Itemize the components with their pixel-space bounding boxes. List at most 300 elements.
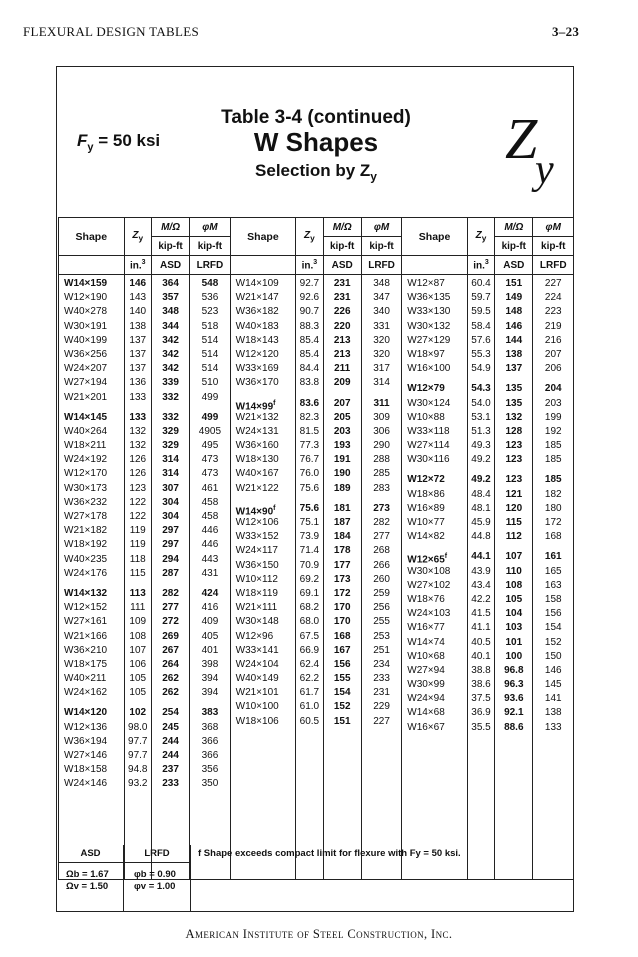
shape-cell: W21×166: [64, 630, 108, 642]
shape-cell: W24×94: [407, 693, 445, 705]
design-factors: [58, 845, 574, 911]
zy-cell: 92.7: [299, 278, 320, 289]
unit-header: kip-ft: [151, 237, 189, 256]
asd-cell: 329: [162, 425, 179, 437]
lrfd-cell: 273: [373, 502, 390, 514]
lrfd-cell: 331: [373, 320, 390, 332]
asd-cell: 146: [505, 320, 523, 332]
asd-cell: 151: [333, 715, 351, 727]
shape-cell: W24×104: [235, 658, 279, 670]
zy-cell: 73.9: [299, 531, 320, 543]
zy-cell: 60.4: [471, 278, 491, 289]
mpy-lrfd-header: φM: [361, 218, 401, 237]
asd-cell: 231: [333, 278, 351, 289]
asd-header: ASD: [495, 256, 533, 275]
zy-cell: 92.6: [299, 292, 320, 304]
asd-header: ASD: [58, 845, 124, 863]
lrfd-cell: 227: [373, 715, 390, 727]
shape-cell: W12×96: [235, 630, 274, 642]
shape-cell: W18×106: [235, 715, 279, 727]
shape-cell: W18×192: [64, 539, 108, 551]
shape-cell: W18×175: [64, 658, 108, 670]
asd-cell: 364: [162, 278, 179, 289]
lrfd-cell: 255: [373, 616, 390, 628]
lrfd-cell: 309: [373, 411, 390, 423]
zy-cell: 83.8: [299, 377, 320, 389]
shape-cell: $W12\times 65^f$: [407, 553, 448, 566]
zy-cell: 71.4: [299, 545, 320, 557]
zy-cell: 137: [129, 334, 147, 346]
asd-cell: 269: [162, 630, 179, 642]
lrfd-cell: 233: [373, 673, 390, 685]
asd-cell: 244: [162, 735, 179, 747]
shape-cell: W18×76: [407, 593, 445, 605]
asd-cell: 110: [505, 565, 522, 577]
table-title-line3: Selection by $Z_y$: [255, 161, 377, 184]
asd-cell: 245: [162, 721, 179, 733]
lrfd-header: LRFD: [533, 256, 574, 275]
shape-cell: W18×211: [64, 440, 107, 452]
unit-header: kip-ft: [190, 237, 230, 256]
shape-cell: W24×207: [64, 363, 108, 375]
shape-cell: W36×194: [64, 735, 108, 747]
lrfd-cell: 260: [373, 573, 390, 585]
lrfd-cell: 510: [201, 377, 219, 389]
zy-cell: 42.2: [471, 593, 491, 605]
asd-cell: 172: [333, 587, 351, 599]
zy-cell: 61.7: [299, 687, 320, 699]
lrfd-cell: 340: [373, 306, 390, 318]
zy-cell: 70.9: [299, 559, 320, 571]
zy-cell: 107: [129, 644, 147, 656]
zy-cell: 54.0: [471, 397, 491, 409]
zy-header: $Z_y$: [124, 218, 151, 256]
asd-cell: 342: [162, 334, 179, 346]
zy-cell: 85.4: [299, 334, 320, 346]
lrfd-cell: 251: [373, 644, 390, 656]
lrfd-cell: 133: [544, 721, 562, 733]
asd-cell: 357: [162, 292, 179, 304]
asd-cell: 148: [505, 306, 523, 318]
asd-cell: 220: [333, 320, 351, 332]
zy-cell: 105: [129, 673, 147, 685]
lrfd-cell: 514: [201, 334, 219, 346]
fy-label: $F_y = 50$ ksi: [77, 131, 161, 154]
shape-cell: W30×116: [407, 454, 450, 466]
mpy-asd-header: M/Ω: [323, 218, 361, 237]
lrfd-cell: 366: [201, 735, 219, 747]
asd-cell: 187: [333, 517, 351, 528]
zy-cell: 137: [129, 348, 147, 360]
asd-cell: 152: [333, 701, 351, 713]
shape-cell: W14×74: [407, 636, 445, 648]
lrfd-cell: 523: [201, 306, 219, 318]
asd-cell: 112: [505, 531, 522, 543]
zy-cell: 51.3: [471, 425, 491, 437]
shape-cell: W30×148: [235, 616, 279, 628]
shape-cell: W27×178: [64, 511, 108, 522]
asd-cell: 207: [333, 397, 351, 409]
zy-cell: 76.7: [299, 454, 320, 466]
zy-cell: 97.7: [128, 750, 148, 761]
lrfd-cell: 347: [373, 292, 390, 304]
lrfd-header: LRFD: [190, 256, 230, 275]
asd-cell: 92.1: [504, 707, 524, 719]
lrfd-cell: 394: [201, 687, 219, 699]
asd-cell: 282: [162, 587, 179, 599]
shape-cell: W36×210: [64, 644, 108, 656]
zy-cell: 122: [129, 511, 147, 522]
zy-cell: 57.6: [471, 334, 491, 346]
zy-cell: 68.0: [299, 616, 320, 628]
page-number: 3–23: [552, 24, 580, 39]
lrfd-cell: 266: [373, 559, 390, 571]
shape-cell: W40×264: [64, 425, 108, 437]
lrfd-cell: 290: [373, 440, 390, 452]
lrfd-cell: 314: [373, 377, 390, 389]
lrfd-cell: 320: [373, 334, 390, 346]
asd-cell: 144: [505, 334, 523, 346]
lrfd-cell: 253: [373, 630, 390, 642]
zy-cell: 66.9: [299, 644, 320, 656]
shape-cell: W14×68: [407, 707, 445, 719]
shape-header: Shape: [402, 218, 468, 256]
asd-cell: 329: [162, 440, 179, 452]
shape-cell: W12×120: [235, 348, 279, 360]
zy-cell: 81.5: [299, 425, 320, 437]
zy-cell: 102: [129, 707, 147, 719]
zy-cell: 41.1: [471, 622, 491, 634]
shape-cell: W18×97: [407, 348, 445, 360]
zy-header: $Z_y$: [467, 218, 494, 256]
lrfd-cell: 518: [201, 320, 219, 332]
zy-cell: 82.3: [299, 411, 320, 423]
lrfd-cell: 443: [201, 553, 219, 565]
zy-cell: 55.3: [471, 348, 491, 360]
zy-cell: 45.9: [471, 517, 491, 528]
lrfd-cell: 394: [201, 673, 219, 685]
asd-cell: 304: [162, 496, 179, 508]
zy-cell: 60.5: [299, 715, 320, 727]
asd-cell: 177: [333, 559, 351, 571]
zy-cell: 54.3: [471, 383, 491, 395]
shape-cell: W12×106: [235, 517, 279, 528]
shape-cell: W21×201: [64, 391, 108, 403]
lrfd-cell: 424: [201, 587, 219, 599]
asd-cell: 156: [333, 658, 351, 670]
asd-cell: 209: [333, 377, 351, 389]
zy-cell: 122: [129, 496, 147, 508]
shape-cell: W33×169: [235, 363, 279, 375]
zy-cell: 62.4: [299, 658, 320, 670]
shape-cell: W21×122: [235, 482, 279, 494]
lrfd-header: LRFD: [124, 845, 191, 863]
lrfd-cell: 416: [201, 602, 219, 614]
shape-cell: W10×88: [407, 411, 445, 423]
shape-cell: W36×135: [407, 292, 451, 304]
asd-cell: 88.6: [504, 721, 524, 733]
asd-cell: 213: [333, 334, 351, 346]
shape-cell: W40×183: [235, 320, 279, 332]
asd-cell: 233: [162, 778, 179, 790]
unit-header: kip-ft: [361, 237, 401, 256]
zy-cell: 49.2: [471, 474, 491, 486]
asd-cell: 123: [505, 454, 523, 466]
shape-cell: W36×170: [235, 377, 279, 389]
shape-header: Shape: [230, 218, 296, 256]
zy-cell: 97.7: [128, 735, 148, 747]
asd-cell: 264: [162, 658, 179, 670]
shape-cell: W12×152: [64, 602, 108, 614]
running-head-left: FLEXURAL DESIGN TABLES: [23, 24, 200, 39]
asd-factors: Ωb = 1.67 Ωv = 1.50: [66, 869, 109, 892]
asd-cell: 254: [162, 707, 179, 719]
lrfd-cell: 224: [544, 292, 562, 304]
zy-cell: 44.1: [471, 551, 491, 563]
shape-cell: W12×87: [407, 278, 445, 289]
lrfd-cell: 461: [201, 482, 219, 494]
shape-cell: W40×149: [235, 673, 279, 685]
lrfd-cell: 514: [201, 363, 219, 375]
lrfd-cell: 203: [544, 397, 562, 409]
shape-cell: W24×176: [64, 567, 108, 579]
asd-cell: 138: [505, 348, 523, 360]
shape-cell: W36×232: [64, 496, 108, 508]
asd-cell: 149: [505, 292, 523, 304]
asd-cell: 262: [162, 687, 179, 699]
zy-cell: 106: [129, 658, 147, 670]
shape-cell: W27×194: [64, 377, 108, 389]
zy-cell: 36.9: [471, 707, 491, 719]
zy-cell: 84.4: [299, 363, 320, 375]
asd-cell: 267: [162, 644, 179, 656]
zy-cell: 76.0: [299, 468, 320, 480]
shape-cell: W30×108: [407, 565, 451, 577]
table-frame: [56, 66, 574, 912]
zy-cell: 119: [129, 539, 146, 551]
asd-cell: 155: [333, 673, 351, 685]
asd-cell: 154: [333, 687, 351, 699]
lrfd-cell: 185: [544, 474, 562, 486]
shape-cell: W14×82: [407, 531, 445, 543]
zy-cell: 58.4: [471, 320, 491, 332]
zy-cell: 41.5: [471, 608, 491, 620]
footnote: f Shape exceeds compact limit for flexure with Fy = 50 ksi.: [198, 848, 461, 859]
zy-cell: 119: [129, 525, 146, 537]
zy-cell: 75.6: [299, 502, 320, 514]
shape-cell: W40×211: [64, 673, 107, 685]
shape-cell: W24×146: [64, 778, 108, 790]
shape-cell: W24×162: [64, 687, 108, 699]
zy-cell: 59.5: [471, 306, 491, 318]
zy-cell: 37.5: [471, 693, 491, 705]
zy-cell: 54.9: [471, 363, 491, 375]
lrfd-cell: 223: [544, 306, 562, 318]
lrfd-cell: 165: [544, 565, 562, 577]
asd-cell: 173: [333, 573, 351, 585]
shape-cell: $W14\times 90^f$: [235, 504, 276, 518]
mpy-lrfd-header: φM: [533, 218, 574, 237]
lrfd-cell: 409: [201, 616, 219, 628]
asd-cell: 297: [162, 539, 179, 551]
asd-cell: 123: [505, 474, 523, 486]
asd-cell: 191: [333, 454, 351, 466]
lrfd-cell: 277: [373, 531, 390, 543]
zy-cell: 105: [129, 687, 147, 699]
unit-header: kip-ft: [495, 237, 533, 256]
zy-cell: 75.1: [299, 517, 320, 528]
lrfd-cell: 256: [373, 602, 390, 614]
shape-cell: W36×256: [64, 348, 108, 360]
shape-cell: W18×86: [407, 488, 445, 500]
lrfd-cell: 282: [373, 517, 390, 528]
lrfd-cell: 356: [201, 764, 219, 776]
shape-cell: $W14\times 99^f$: [235, 399, 276, 412]
zy-cell: 35.5: [471, 721, 491, 733]
asd-cell: 128: [505, 425, 523, 437]
zy-cell: 98.0: [128, 721, 148, 733]
shape-cell: W36×182: [235, 306, 279, 318]
asd-cell: 339: [162, 377, 179, 389]
zy-cell: 49.3: [471, 440, 491, 452]
shape-cell: W36×150: [235, 559, 279, 571]
asd-cell: 101: [505, 636, 523, 648]
shape-cell: W40×167: [235, 468, 279, 480]
lrfd-cell: 207: [544, 348, 562, 360]
lrfd-cell: 172: [544, 517, 562, 528]
lrfd-header: LRFD: [361, 256, 401, 275]
zy-cell: 93.2: [128, 778, 148, 790]
lrfd-cell: 145: [544, 679, 562, 691]
asd-cell: 277: [162, 602, 179, 614]
in3-header: in.$^3$: [296, 256, 323, 275]
asd-cell: 120: [505, 502, 523, 514]
unit-header: kip-ft: [533, 237, 574, 256]
shape-cell: W27×161: [64, 616, 108, 628]
asd-cell: 348: [162, 306, 179, 318]
lrfd-cell: 146: [544, 664, 562, 676]
shape-cell: W16×89: [407, 502, 445, 514]
asd-cell: 96.8: [504, 664, 524, 676]
zy-cell: 53.1: [471, 411, 491, 423]
asd-cell: 297: [162, 525, 179, 537]
mpy-lrfd-header: φM: [190, 218, 230, 237]
lrfd-cell: 383: [201, 707, 219, 719]
zy-cell: 123: [129, 482, 147, 494]
asd-cell: 244: [162, 750, 179, 761]
asd-cell: 132: [505, 411, 523, 423]
shape-cell: W40×278: [64, 306, 108, 318]
lrfd-cell: 311: [373, 397, 390, 409]
zy-cell: 140: [129, 306, 147, 318]
shape-cell: W16×100: [407, 363, 451, 375]
zy-cell: 40.5: [471, 636, 491, 648]
lrfd-cell: 398: [201, 658, 219, 670]
shape-cell: W12×170: [64, 468, 108, 480]
zy-cell: 90.7: [299, 306, 320, 318]
asd-cell: 304: [162, 511, 179, 522]
lrfd-cell: 185: [544, 440, 562, 452]
zy-cell: 108: [129, 630, 147, 642]
shape-cell: W18×119: [235, 587, 278, 599]
asd-cell: 190: [333, 468, 351, 480]
in3-header: in.$^3$: [124, 256, 151, 275]
table-title-line1: Table 3-4 (continued): [221, 107, 411, 128]
zy-cell: 43.4: [471, 579, 491, 591]
shape-cell: W30×124: [407, 397, 451, 409]
zy-cell: 115: [129, 567, 146, 579]
lrfd-cell: 229: [373, 701, 390, 713]
blank-header: [230, 256, 296, 275]
shape-header: Shape: [59, 218, 125, 256]
asd-cell: 344: [162, 320, 179, 332]
asd-header: ASD: [151, 256, 189, 275]
asd-cell: 184: [333, 531, 351, 543]
lrfd-cell: 158: [544, 593, 562, 605]
asd-cell: 332: [162, 391, 179, 403]
lrfd-cell: 473: [201, 468, 219, 480]
shape-cell: W30×173: [64, 482, 108, 494]
zy-cell: 62.2: [299, 673, 320, 685]
asd-cell: 342: [162, 348, 179, 360]
asd-cell: 314: [162, 454, 179, 466]
lrfd-cell: 473: [201, 454, 219, 466]
mpy-asd-header: M/Ω: [151, 218, 189, 237]
shape-cell: W10×68: [407, 650, 445, 662]
zy-cell: 83.6: [299, 397, 320, 409]
zy-cell: 44.8: [471, 531, 491, 543]
asd-cell: 123: [505, 440, 523, 452]
lrfd-cell: 317: [373, 363, 390, 375]
asd-cell: 108: [505, 579, 523, 591]
asd-cell: 170: [333, 602, 351, 614]
blank-header: [402, 256, 468, 275]
lrfd-cell: 366: [201, 750, 219, 761]
asd-cell: 137: [505, 363, 523, 375]
shape-cell: W21×147: [235, 292, 279, 304]
lrfd-cell: 185: [544, 454, 562, 466]
zy-cell: 88.3: [299, 320, 320, 332]
lrfd-cell: 180: [544, 502, 562, 514]
lrfd-factors: φb = 0.90 φv = 1.00: [134, 869, 176, 892]
asd-cell: 211: [334, 363, 351, 375]
lrfd-cell: 138: [544, 707, 562, 719]
asd-cell: 100: [505, 650, 523, 662]
asd-cell: 237: [162, 764, 179, 776]
asd-cell: 107: [505, 551, 523, 563]
lrfd-cell: 231: [373, 687, 390, 699]
lrfd-cell: 161: [544, 551, 562, 563]
lrfd-cell: 154: [544, 622, 562, 634]
asd-cell: 181: [333, 502, 351, 514]
asd-cell: 226: [333, 306, 351, 318]
asd-cell: 287: [162, 567, 179, 579]
shape-cell: W18×158: [64, 764, 108, 776]
shape-cell: W12×72: [407, 474, 445, 486]
zy-cell: 43.9: [471, 565, 491, 577]
shape-cell: W27×114: [407, 440, 450, 452]
shape-cell: W12×190: [64, 292, 108, 304]
zy-cell: 94.8: [128, 764, 148, 776]
asd-cell: 307: [162, 482, 179, 494]
zy-cell: 138: [129, 320, 147, 332]
shape-cell: W27×146: [64, 750, 108, 761]
zy-cell: 113: [129, 587, 146, 599]
lrfd-cell: 152: [544, 636, 562, 648]
zy-cell: 38.6: [471, 679, 491, 691]
zy-cell: 61.0: [299, 701, 320, 713]
shape-cell: W14×145: [64, 411, 108, 423]
